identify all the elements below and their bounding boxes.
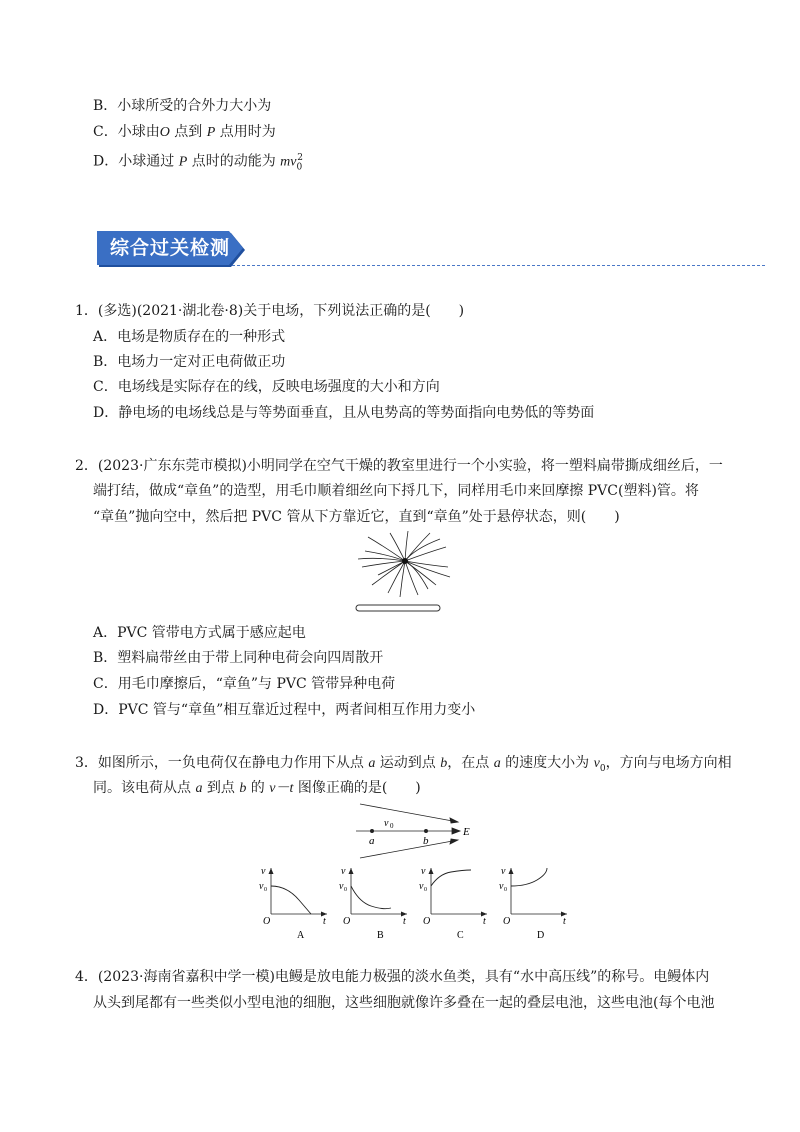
q1-option-b: B．电场力一定对正电荷做正功 (93, 354, 286, 370)
electric-field-diagram (350, 800, 480, 862)
q1-stem: 1．(多选)(2021·湖北卷·8)关于电场，下列说法正确的是( ) (75, 303, 465, 319)
q2-stem-line1: 2．(2023·广东东莞市模拟)小明同学在空气干燥的教室里进行一个小实验，将一塑料扁带撕成细丝后，一 (75, 458, 723, 474)
svg-text:v: v (419, 881, 424, 892)
vt-graph-d (499, 866, 567, 941)
svg-text:v: v (261, 866, 266, 877)
q2-option-c: C．用毛巾摩擦后，“章鱼”与 PVC 管带异种电荷 (93, 676, 396, 692)
svg-text:v: v (421, 866, 426, 877)
svg-text:t: t (323, 916, 326, 927)
fig-v0-label: v (384, 818, 389, 829)
svg-text:v: v (499, 881, 504, 892)
graph-d-label: D (537, 930, 545, 941)
svg-text:0: 0 (390, 822, 394, 830)
svg-text:v: v (339, 881, 344, 892)
svg-text:O: O (263, 916, 271, 927)
q2-option-a: A．PVC 管带电方式属于感应起电 (93, 625, 306, 641)
section-title: 综合过关检测 (110, 237, 231, 259)
q3-stem-line2: 同。该电荷从点 a 到点 b 的 v－t 图像正确的是( ) (93, 780, 421, 796)
svg-text:v: v (259, 881, 264, 892)
fig-field-e-label: E (463, 826, 470, 838)
q4-stem-line1: 4．(2023·海南省嘉积中学一模)电鳗是放电能力极强的淡水鱼类，具有“水中高压线”的称号。电鳗体内 (75, 969, 710, 985)
prev-option-d: D．小球通过 P 点时的动能为 $mv_0^2$ (93, 153, 303, 173)
svg-text:v: v (501, 866, 506, 877)
svg-text:0: 0 (264, 887, 267, 893)
graph-a-label: A (297, 930, 305, 941)
vt-graph-b (339, 866, 407, 941)
q1-option-c: C．电场线是实际存在的线，反映电场强度的大小和方向 (93, 379, 440, 395)
section-divider (232, 265, 765, 266)
prev-option-b: B．小球所受的合外力大小为 (93, 98, 272, 114)
q2-stem-line3: “章鱼”抛向空中，然后把 PVC 管从下方靠近它，直到“章鱼”处于悬停状态，则( ) (93, 509, 620, 525)
svg-text:t: t (483, 916, 486, 927)
vt-graph-options (255, 862, 565, 942)
q2-option-d: D．PVC 管与“章鱼”相互靠近过程中，两者间相互作用力变小 (93, 702, 476, 718)
q3-stem-line1: 3．如图所示，一负电荷仅在静电力作用下从点 a 运动到点 b，在点 a 的速度大小为 $v_0$，方向与电场方向相 (75, 755, 732, 774)
graph-c-label: C (457, 930, 464, 941)
prev-option-c: C．小球由O 点到 P 点用时为 (93, 124, 276, 140)
svg-text:v: v (341, 866, 346, 877)
svg-text:t: t (563, 916, 566, 927)
svg-text:t: t (403, 916, 406, 927)
fig-point-b-label: b (423, 835, 429, 847)
vt-graph-a (259, 866, 327, 941)
q4-stem-line2: 从头到尾都有一些类似小型电池的细胞，这些细胞就像许多叠在一起的叠层电池，这些电池(每个电池 (93, 995, 715, 1011)
svg-text:O: O (503, 916, 511, 927)
octopus-pvc-figure (350, 527, 460, 615)
svg-text:O: O (423, 916, 431, 927)
q2-option-b: B．塑料扁带丝由于带上同种电荷会向四周散开 (93, 650, 384, 666)
svg-text:0: 0 (424, 887, 427, 893)
graph-b-label: B (377, 930, 384, 941)
q1-option-d: D．静电场的电场线总是与等势面垂直，且从电势高的等势面指向电势低的等势面 (93, 405, 595, 421)
q1-option-a: A．电场是物质存在的一种形式 (93, 329, 286, 345)
q2-stem-line2: 端打结，做成“章鱼”的造型，用毛巾顺着细丝向下捋几下，同样用毛巾来回摩擦 PVC(塑料)管。将 (93, 483, 699, 499)
vt-graph-c (419, 866, 487, 941)
svg-text:0: 0 (344, 887, 347, 893)
svg-text:O: O (343, 916, 351, 927)
fig-point-a-label: a (369, 835, 375, 847)
svg-text:0: 0 (504, 887, 507, 893)
